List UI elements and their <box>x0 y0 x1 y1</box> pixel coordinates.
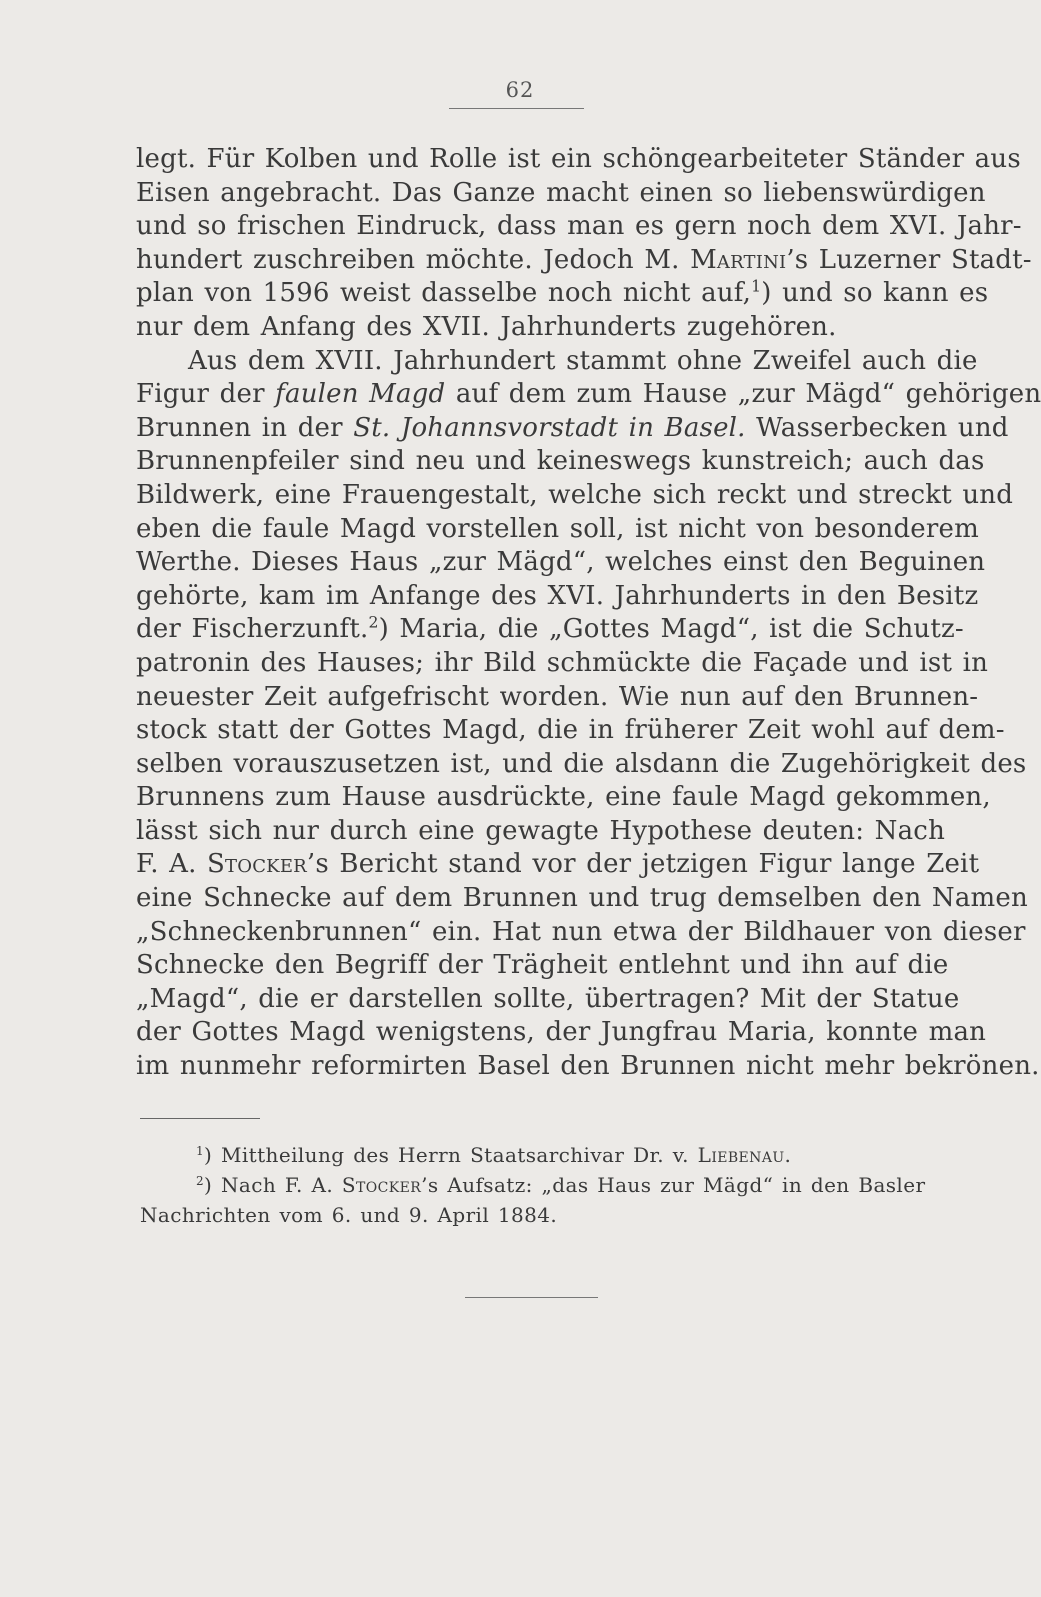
text-line: der Fischerzunft.$^2$) Maria, die „Gottes Magd“, ist die Schutz- <box>136 613 964 645</box>
footnote-rule <box>140 1118 260 1119</box>
text-line: selben vorauszusetzen ist, und die alsdann die Zugehörigkeit des <box>136 748 1027 779</box>
text-line: „Magd“, die er darstellen sollte, übertragen? Mit der Statue <box>136 983 960 1014</box>
footnote-ref: 1 <box>751 278 762 297</box>
text-line: gehörte, kam im Anfange des XVI. Jahrhunderts in den Besitz <box>136 580 979 611</box>
end-rule <box>465 1297 598 1298</box>
text-line: Brunnens zum Hause ausdrückte, eine faule Magd gekommen, <box>136 782 991 813</box>
text-line: Figur der faulen Magd auf dem zum Hause „zur Mägd“ gehörigen <box>136 379 1041 410</box>
footnote-2: $^2$) Nach F. A. Stocker’s Aufsatz: „das Haus zur Mägd“ in den Basler <box>196 1173 926 1197</box>
author-name: Liebenau <box>697 1143 785 1167</box>
footnote-2-continued: Nachrichten vom 6. und 9. April 1884. <box>140 1203 558 1227</box>
text-line: legt. Für Kolben und Rolle ist ein schöngearbeiteter Ständer aus <box>136 144 1021 174</box>
text-line: und so frischen Eindruck, dass man es gern noch dem XVI. Jahr- <box>136 211 1022 242</box>
text-line: lässt sich nur durch eine gewagte Hypothese deuten: Nach <box>136 815 946 846</box>
footnote-1: $^1$) Mittheilung des Herrn Staatsarchivar Dr. v. Liebenau. <box>196 1143 792 1167</box>
text-line: hundert zuschreiben möchte. Jedoch M. Martini’s Luzerner Stadt- <box>136 244 1032 275</box>
header-rule <box>449 108 584 109</box>
author-name: Stocker <box>341 1173 422 1197</box>
text-line: neuester Zeit aufgefrischt worden. Wie nun auf den Brunnen- <box>136 681 979 712</box>
text-line: eine Schnecke auf dem Brunnen und trug demselben den Namen <box>136 883 1028 914</box>
text-line: Werthe. Dieses Haus „zur Mägd“, welches einst den Beguinen <box>136 547 986 578</box>
text-line: Brunnenpfeiler sind neu und keineswegs kunstreich; auch das <box>136 446 985 477</box>
author-name: Stocker <box>207 849 307 880</box>
text-line: F. A. Stocker’s Bericht stand vor der jetzigen Figur lange Zeit <box>136 849 980 880</box>
text-line: „Schneckenbrunnen“ ein. Hat nun etwa der Bildhauer von dieser <box>136 916 1026 947</box>
text-line: plan von 1596 weist dasselbe noch nicht auf,$^1$) und so kann es <box>136 278 989 309</box>
text-line: Aus dem XVII. Jahrhundert stammt ohne Zweifel auch die <box>188 345 978 376</box>
text-line: im nunmehr reformirten Basel den Brunnen nicht mehr bekrönen. <box>136 1051 1040 1082</box>
text-line: eben die faule Magd vorstellen soll, ist nicht von besonderem <box>136 513 979 544</box>
text-line: nur dem Anfang des XVII. Jahrhunderts zugehören. <box>136 311 837 342</box>
footnotes <box>140 1140 926 1230</box>
main-text <box>136 143 1041 1084</box>
footnote-ref: 2 <box>368 613 379 632</box>
text-line: Brunnen in der St. Johannsvorstadt in Basel. Wasserbecken und <box>136 412 1009 443</box>
text-line: der Gottes Magd wenigstens, der Jungfrau Maria, konnte man <box>136 1017 987 1048</box>
text-line: Bildwerk, eine Frauengestalt, welche sich reckt und streckt und <box>136 479 1014 510</box>
text-line: stock statt der Gottes Magd, die in früherer Zeit wohl auf dem- <box>136 715 1005 746</box>
text-line: patronin des Hauses; ihr Bild schmückte die Façade und ist in <box>136 647 989 678</box>
text-line: Schnecke den Begriff der Trägheit entlehnt und ihn auf die <box>136 950 949 981</box>
text-line: Eisen angebracht. Das Ganze macht einen so liebenswürdigen <box>136 177 986 208</box>
author-name: Martini <box>690 244 787 275</box>
page-number: 62 <box>505 78 535 102</box>
